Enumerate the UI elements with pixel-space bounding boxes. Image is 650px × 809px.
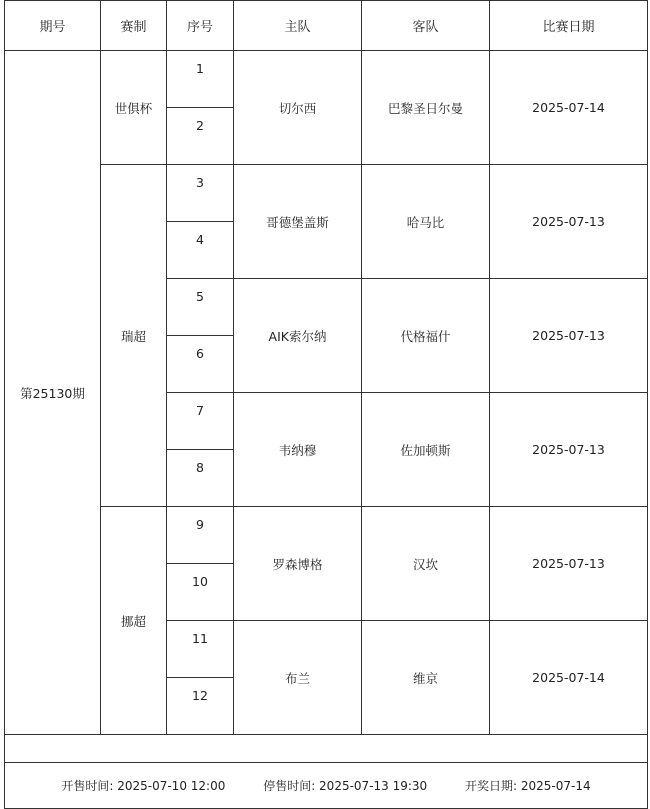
home-team-cell: 哥德堡盖斯 — [234, 165, 362, 279]
period-cell: 第25130期 — [5, 51, 101, 735]
table-row — [5, 165, 648, 222]
header-row — [5, 1, 648, 51]
away-team-cell: 汉坎 — [362, 507, 490, 621]
match-date-cell: 2025-07-14 — [490, 621, 648, 735]
schedule-table — [4, 0, 648, 809]
header-period: 期号 — [5, 1, 101, 51]
away-team-cell: 佐加顿斯 — [362, 393, 490, 507]
draw-date: 开奖日期: 2025-07-14 — [465, 779, 591, 793]
seq-cell: 2 — [167, 108, 234, 165]
seq-cell: 5 — [167, 279, 234, 336]
home-team-cell: 布兰 — [234, 621, 362, 735]
seq-cell: 8 — [167, 450, 234, 507]
seq-cell: 1 — [167, 51, 234, 108]
seq-cell: 6 — [167, 336, 234, 393]
seq-cell: 9 — [167, 507, 234, 564]
table-row — [5, 51, 648, 108]
header-date: 比赛日期 — [490, 1, 648, 51]
match-date-cell: 2025-07-14 — [490, 51, 648, 165]
sale-start-time: 开售时间: 2025-07-10 12:00 — [61, 779, 226, 793]
table-row — [5, 507, 648, 564]
seq-cell: 3 — [167, 165, 234, 222]
seq-cell: 12 — [167, 678, 234, 735]
seq-cell: 4 — [167, 222, 234, 279]
away-team-cell: 维京 — [362, 621, 490, 735]
away-team-cell: 巴黎圣日尔曼 — [362, 51, 490, 165]
spacer-cell — [5, 735, 648, 763]
away-team-cell: 哈马比 — [362, 165, 490, 279]
home-team-cell: 韦纳穆 — [234, 393, 362, 507]
header-competition: 赛制 — [101, 1, 167, 51]
footer-cell — [5, 763, 648, 809]
match-date-cell: 2025-07-13 — [490, 393, 648, 507]
competition-cell: 挪超 — [101, 507, 167, 735]
home-team-cell: 切尔西 — [234, 51, 362, 165]
header-home: 主队 — [234, 1, 362, 51]
competition-cell: 世俱杯 — [101, 51, 167, 165]
competition-cell: 瑞超 — [101, 165, 167, 507]
sale-end-time: 停售时间: 2025-07-13 19:30 — [263, 779, 428, 793]
seq-cell: 7 — [167, 393, 234, 450]
match-date-cell: 2025-07-13 — [490, 165, 648, 279]
footer-row — [5, 763, 648, 809]
seq-cell: 11 — [167, 621, 234, 678]
home-team-cell: 罗森博格 — [234, 507, 362, 621]
header-away: 客队 — [362, 1, 490, 51]
match-date-cell: 2025-07-13 — [490, 279, 648, 393]
home-team-cell: AIK索尔纳 — [234, 279, 362, 393]
seq-cell: 10 — [167, 564, 234, 621]
match-date-cell: 2025-07-13 — [490, 507, 648, 621]
away-team-cell: 代格福什 — [362, 279, 490, 393]
spacer-row — [5, 735, 648, 763]
header-seq: 序号 — [167, 1, 234, 51]
